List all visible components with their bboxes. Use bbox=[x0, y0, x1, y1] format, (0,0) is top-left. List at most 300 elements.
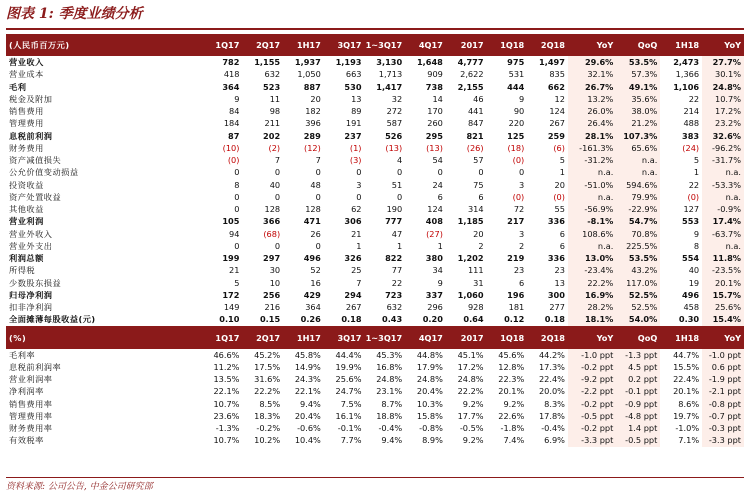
table-row bbox=[6, 277, 744, 289]
table-cell: 0 bbox=[234, 167, 240, 178]
quarterly-results-table bbox=[6, 34, 744, 447]
row-label: 毛利 bbox=[9, 81, 27, 92]
table-cell: -0.5 ppt bbox=[616, 434, 660, 446]
table-cell: 632 bbox=[386, 302, 403, 312]
table-cell: 14 bbox=[432, 93, 443, 104]
table-cell: -23.4% bbox=[568, 264, 616, 276]
column-header: 2017 bbox=[446, 34, 487, 56]
table-cell: 18.1% bbox=[568, 313, 616, 326]
table-cell: 52.5% bbox=[616, 289, 660, 301]
table-cell: 587 bbox=[386, 118, 403, 129]
table-cell: 0 bbox=[234, 204, 240, 214]
table-cell: 25 bbox=[351, 265, 362, 276]
table-cell: 22 bbox=[391, 277, 403, 288]
table-cell: 0 bbox=[396, 167, 403, 178]
table-cell: 18.3% bbox=[254, 410, 281, 421]
table-cell: 32 bbox=[391, 93, 403, 104]
table-cell: 3 bbox=[356, 179, 362, 190]
table-cell: -8.1% bbox=[568, 215, 616, 227]
row-label: 营业利润率 bbox=[9, 374, 53, 384]
table-cell: -63.7% bbox=[702, 228, 744, 240]
table-cell: 267 bbox=[549, 118, 565, 129]
table-cell: 0.43 bbox=[365, 313, 406, 326]
table-cell: 237 bbox=[344, 130, 362, 141]
table-cell: 1 bbox=[693, 167, 700, 178]
table-cell: 22.1% bbox=[294, 386, 321, 397]
table-row bbox=[6, 142, 744, 154]
table-cell: 20 bbox=[554, 179, 565, 190]
table-cell: 0 bbox=[274, 191, 281, 202]
table-cell: 256 bbox=[263, 289, 281, 300]
table-row bbox=[6, 166, 744, 178]
table-cell: 28.1% bbox=[568, 130, 616, 142]
column-header: 1Q17 bbox=[202, 34, 243, 56]
table-cell: (13) bbox=[385, 142, 403, 153]
table-cell: 13 bbox=[554, 277, 565, 288]
table-row bbox=[6, 130, 744, 142]
table-cell: -2.1 ppt bbox=[702, 385, 744, 397]
table-cell: (2) bbox=[268, 142, 281, 153]
table-cell: 28.2% bbox=[568, 301, 616, 313]
table-cell: 530 bbox=[344, 81, 362, 92]
table-cell: 314 bbox=[467, 204, 484, 214]
table-cell: -1.8% bbox=[500, 423, 525, 433]
table-cell: n.a. bbox=[702, 191, 744, 203]
table-cell: 8.7% bbox=[381, 398, 403, 409]
row-label: 管理费用率 bbox=[9, 410, 53, 421]
row-label: 扣非净利润 bbox=[9, 302, 53, 312]
table-cell: 199 bbox=[222, 253, 240, 263]
table-cell: (12) bbox=[304, 142, 321, 153]
table-cell: 220 bbox=[508, 118, 525, 129]
column-header: 1H17 bbox=[283, 326, 324, 349]
table-cell: 408 bbox=[425, 216, 443, 227]
table-cell: 21 bbox=[229, 265, 240, 276]
table-cell: 23.2% bbox=[702, 117, 744, 129]
table-cell: 87 bbox=[228, 130, 240, 141]
table-cell: 458 bbox=[683, 302, 700, 312]
footer-divider bbox=[6, 477, 744, 478]
table-cell: 3 bbox=[519, 179, 525, 190]
table-cell: 9.4% bbox=[381, 435, 403, 446]
table-cell: 21 bbox=[351, 228, 362, 239]
table-cell: 127 bbox=[683, 204, 700, 214]
column-header: 2Q17 bbox=[242, 34, 283, 56]
table-cell: 1 bbox=[356, 240, 362, 251]
table-cell: 20.1% bbox=[673, 386, 700, 397]
table-cell: 17.4% bbox=[702, 215, 744, 227]
table-cell: -0.4% bbox=[541, 423, 565, 433]
table-cell: 10 bbox=[269, 277, 281, 288]
table-cell: 8.5% bbox=[259, 398, 281, 409]
table-cell: 554 bbox=[682, 253, 700, 263]
table-cell: n.a. bbox=[616, 166, 660, 178]
table-row bbox=[6, 422, 744, 434]
table-cell: 12 bbox=[554, 93, 565, 104]
table-cell: 6 bbox=[559, 240, 565, 251]
table-cell: 124 bbox=[427, 204, 443, 214]
table-row bbox=[6, 385, 744, 397]
table-cell: 0.2 ppt bbox=[616, 373, 660, 385]
row-label: 少数股东损益 bbox=[9, 277, 62, 288]
table-cell: 24.8% bbox=[416, 374, 443, 384]
table-cell: 10.4% bbox=[294, 435, 321, 446]
table-cell: 18.8% bbox=[376, 410, 403, 421]
column-header: 1Q18 bbox=[487, 34, 528, 56]
table-cell: 10.7% bbox=[702, 93, 744, 105]
table-cell: 4 bbox=[396, 155, 403, 165]
column-header: QoQ bbox=[616, 326, 660, 349]
column-header: 3Q17 bbox=[324, 326, 365, 349]
table-cell: 79.9% bbox=[616, 191, 660, 203]
table-cell: 9.2% bbox=[503, 398, 525, 409]
table-cell: 594.6% bbox=[616, 179, 660, 191]
table-cell: -2.2 ppt bbox=[568, 385, 616, 397]
table-cell: 2,155 bbox=[457, 81, 484, 92]
table-cell: -1.3 ppt bbox=[616, 349, 660, 361]
table-cell: 9 bbox=[437, 277, 443, 288]
table-cell: 6 bbox=[559, 228, 565, 239]
table-cell: -0.9 ppt bbox=[616, 398, 660, 410]
table-cell: 40 bbox=[688, 265, 700, 276]
table-cell: 84 bbox=[229, 106, 240, 116]
table-cell: 289 bbox=[303, 130, 321, 141]
table-cell: 22.2% bbox=[568, 277, 616, 289]
table-cell: 20.4% bbox=[294, 410, 321, 421]
table-row bbox=[6, 68, 744, 80]
table-cell: 488 bbox=[683, 118, 700, 129]
table-cell: 20.1% bbox=[498, 386, 525, 397]
table-cell: -0.1 ppt bbox=[616, 385, 660, 397]
row-label: 销售费用 bbox=[9, 106, 44, 116]
table-cell: -31.7% bbox=[702, 154, 744, 166]
table-cell: n.a. bbox=[568, 191, 616, 203]
table-cell: 45.1% bbox=[457, 349, 484, 360]
table-cell: 16 bbox=[310, 277, 321, 288]
table-cell: 0.64 bbox=[446, 313, 487, 326]
table-cell: 294 bbox=[344, 289, 362, 300]
table-cell: 0 bbox=[315, 191, 321, 202]
table-cell: 364 bbox=[305, 302, 321, 312]
table-cell: 22.6% bbox=[498, 410, 525, 421]
column-header: 1Q18 bbox=[487, 326, 528, 349]
column-header: YoY bbox=[568, 34, 616, 56]
table-row bbox=[6, 105, 744, 117]
table-cell: 16.8% bbox=[376, 361, 403, 372]
table-cell: 19 bbox=[688, 277, 700, 288]
table-cell: 20 bbox=[473, 228, 484, 239]
table-cell: (1) bbox=[349, 142, 362, 153]
table-cell: 105 bbox=[222, 216, 240, 227]
table-cell: -0.7 ppt bbox=[702, 410, 744, 422]
table-cell: 0.6 ppt bbox=[702, 361, 744, 373]
table-cell: 77 bbox=[391, 265, 403, 276]
table-cell: 0.26 bbox=[283, 313, 324, 326]
table-row bbox=[6, 93, 744, 105]
table-cell: 31 bbox=[473, 277, 484, 288]
table-cell: 7.4% bbox=[503, 435, 525, 446]
table-cell: 75 bbox=[473, 179, 484, 190]
table-cell: 9 bbox=[519, 93, 525, 104]
table-cell: 107.3% bbox=[616, 130, 660, 142]
table-cell: 7.7% bbox=[340, 435, 362, 446]
table-cell: -4.8 ppt bbox=[616, 410, 660, 422]
table-cell: 172 bbox=[222, 289, 240, 300]
table-cell: 821 bbox=[466, 130, 484, 141]
column-header: YoY bbox=[568, 326, 616, 349]
table-cell: 34 bbox=[432, 265, 443, 276]
row-label: 归母净利润 bbox=[9, 289, 53, 300]
table-cell: 196 bbox=[507, 289, 525, 300]
table-cell: 124 bbox=[549, 106, 565, 116]
table-row bbox=[6, 117, 744, 129]
table-cell: 1,155 bbox=[254, 57, 281, 67]
table-cell: 170 bbox=[427, 106, 443, 116]
column-header: QoQ bbox=[616, 34, 660, 56]
column-header: 2017 bbox=[446, 326, 487, 349]
table-cell: 15.5% bbox=[673, 361, 700, 372]
table-cell: -0.2% bbox=[256, 423, 281, 433]
table-cell: (68) bbox=[263, 228, 281, 239]
table-cell: 17.8% bbox=[538, 410, 565, 421]
table-row bbox=[6, 215, 744, 227]
table-cell: 928 bbox=[467, 302, 484, 312]
table-cell: 128 bbox=[305, 204, 321, 214]
table-cell: 117.0% bbox=[616, 277, 660, 289]
table-cell: 214 bbox=[683, 106, 700, 116]
table-cell: 43.2% bbox=[616, 264, 660, 276]
table-cell: 835 bbox=[549, 69, 565, 80]
row-label: 营业成本 bbox=[9, 69, 44, 80]
table-cell: 23 bbox=[554, 265, 565, 276]
table-row bbox=[6, 361, 744, 373]
table-cell: -9.2 ppt bbox=[568, 373, 616, 385]
table-cell: 27.7% bbox=[702, 56, 744, 68]
table-cell: 25.6% bbox=[335, 374, 362, 384]
table-cell: 260 bbox=[427, 118, 443, 129]
table-cell: -0.2 ppt bbox=[568, 422, 616, 434]
table-cell: 777 bbox=[385, 216, 403, 227]
table-cell: 1.4 ppt bbox=[616, 422, 660, 434]
table-cell: 26.7% bbox=[568, 81, 616, 93]
table-cell: 90 bbox=[513, 106, 525, 116]
table-cell: 782 bbox=[222, 57, 240, 67]
table-cell: 17.9% bbox=[416, 361, 443, 372]
table-cell: 17.5% bbox=[254, 361, 281, 372]
table-cell: 57 bbox=[473, 155, 484, 165]
column-header: 2Q17 bbox=[242, 326, 283, 349]
row-label: 税金及附加 bbox=[9, 93, 53, 104]
row-label: 全面摊薄每股收益(元) bbox=[6, 313, 202, 326]
table-cell: 44.4% bbox=[335, 349, 362, 360]
table-cell: 51 bbox=[391, 179, 403, 190]
row-label: 有效税率 bbox=[9, 435, 44, 446]
table-cell: 17.3% bbox=[538, 361, 565, 372]
table-cell: 5 bbox=[559, 155, 565, 165]
table-cell: 7.1% bbox=[678, 435, 700, 446]
row-label: 营业外收入 bbox=[9, 228, 53, 239]
row-label: 财务费用率 bbox=[9, 423, 53, 433]
table-cell: 182 bbox=[305, 106, 321, 116]
table-cell: 847 bbox=[467, 118, 484, 129]
table-cell: 11.8% bbox=[702, 252, 744, 264]
table-cell: 24.8% bbox=[702, 81, 744, 93]
table-cell: n.a. bbox=[702, 166, 744, 178]
table-cell: n.a. bbox=[568, 240, 616, 252]
table-cell: 267 bbox=[345, 302, 362, 312]
table-cell: 1,050 bbox=[297, 69, 321, 80]
column-header: 3Q17 bbox=[324, 34, 365, 56]
table-cell: -3.3 ppt bbox=[702, 434, 744, 446]
table-cell: (6) bbox=[553, 142, 565, 153]
table-cell: 32.6% bbox=[702, 130, 744, 142]
table-cell: 632 bbox=[264, 69, 281, 80]
table-cell: -1.0 ppt bbox=[568, 349, 616, 361]
table-cell: 184 bbox=[223, 118, 240, 129]
table-cell: 149 bbox=[223, 302, 240, 312]
table-cell: 523 bbox=[263, 81, 281, 92]
table-cell: 1,937 bbox=[294, 57, 321, 67]
table-cell: 22.4% bbox=[538, 374, 565, 384]
table-cell: 53.5% bbox=[616, 56, 660, 68]
table-cell: (0) bbox=[512, 191, 525, 202]
table-cell: 738 bbox=[425, 81, 443, 92]
table-cell: 259 bbox=[547, 130, 565, 141]
table-cell: n.a. bbox=[568, 166, 616, 178]
table-cell: 471 bbox=[303, 216, 321, 227]
table-cell: -0.4% bbox=[378, 423, 403, 433]
table-cell: 662 bbox=[547, 81, 565, 92]
title-divider bbox=[6, 28, 744, 30]
table-cell: 44.8% bbox=[416, 349, 443, 360]
table-cell: 13.5% bbox=[213, 374, 240, 384]
row-label: 管理费用 bbox=[9, 118, 44, 129]
table-cell: 2,622 bbox=[460, 69, 484, 80]
table-row bbox=[6, 191, 744, 203]
table-row bbox=[6, 203, 744, 215]
table-cell: -0.6% bbox=[297, 423, 321, 433]
table-cell: -96.2% bbox=[702, 142, 744, 154]
table-cell: 336 bbox=[547, 253, 565, 263]
table-cell: 31.6% bbox=[254, 374, 281, 384]
table-cell: (0) bbox=[512, 155, 525, 165]
table-cell: 16.9% bbox=[568, 289, 616, 301]
table-cell: 19.9% bbox=[335, 361, 362, 372]
table-row bbox=[6, 154, 744, 166]
table-cell: 15.4% bbox=[702, 313, 744, 326]
table-cell: (0) bbox=[553, 191, 565, 202]
row-label: 所得税 bbox=[9, 265, 36, 276]
table-cell: 26.0% bbox=[568, 105, 616, 117]
table-cell: 46 bbox=[473, 93, 484, 104]
table-cell: 44.2% bbox=[538, 349, 565, 360]
table-cell: 29.6% bbox=[568, 56, 616, 68]
table-cell: 45.6% bbox=[498, 349, 525, 360]
table-cell: 55 bbox=[554, 204, 565, 214]
table-cell: n.a. bbox=[702, 240, 744, 252]
table-cell: 23.6% bbox=[213, 410, 240, 421]
table-cell: 190 bbox=[386, 204, 403, 214]
table-row bbox=[6, 410, 744, 422]
table-cell: 20.4% bbox=[416, 386, 443, 397]
table-cell: 32.1% bbox=[568, 68, 616, 80]
table-cell: 128 bbox=[264, 204, 281, 214]
row-label: 净利润率 bbox=[9, 386, 44, 397]
table-cell: 429 bbox=[303, 289, 321, 300]
table-cell: -51.0% bbox=[568, 179, 616, 191]
table-cell: 8.6% bbox=[678, 398, 700, 409]
table-cell: (13) bbox=[426, 142, 443, 153]
table-cell: 723 bbox=[385, 289, 403, 300]
table-cell: (26) bbox=[466, 142, 484, 153]
table-cell: 0 bbox=[356, 191, 362, 202]
table-cell: -0.8% bbox=[419, 423, 443, 433]
table-cell: 22 bbox=[688, 93, 700, 104]
table-cell: 6 bbox=[437, 191, 443, 202]
table-cell: 1,060 bbox=[457, 289, 484, 300]
table-cell: 4,777 bbox=[457, 57, 484, 67]
table-cell: 366 bbox=[263, 216, 281, 227]
table-cell: 1 bbox=[437, 240, 443, 251]
column-header: 1H17 bbox=[283, 34, 324, 56]
column-header: 1~3Q17 bbox=[365, 326, 406, 349]
table-cell: -0.5 ppt bbox=[568, 410, 616, 422]
table-cell: 72 bbox=[513, 204, 525, 214]
table-cell: 30.1% bbox=[702, 68, 744, 80]
table-cell: 1 bbox=[559, 167, 565, 178]
row-label: 资产减值损失 bbox=[9, 155, 62, 165]
table-cell: 22.2% bbox=[254, 386, 281, 397]
table-cell: 887 bbox=[303, 81, 321, 92]
table-cell: -0.3 ppt bbox=[702, 422, 744, 434]
table-cell: (3) bbox=[349, 155, 362, 165]
table-cell: 6 bbox=[478, 191, 484, 202]
table-cell: 202 bbox=[263, 130, 281, 141]
table-cell: 2 bbox=[478, 240, 484, 251]
table-cell: 94 bbox=[229, 228, 240, 239]
table-cell: 8 bbox=[693, 240, 700, 251]
table-row bbox=[6, 252, 744, 264]
table-cell: 23 bbox=[513, 265, 525, 276]
table-row bbox=[6, 56, 744, 68]
table-row bbox=[6, 349, 744, 361]
table-cell: 909 bbox=[427, 69, 443, 80]
table-cell: (24) bbox=[682, 142, 700, 153]
table-cell: 22 bbox=[688, 179, 700, 190]
table-cell: (27) bbox=[426, 228, 443, 239]
table-cell: 10.7% bbox=[213, 398, 240, 409]
table-cell: 46.6% bbox=[213, 349, 240, 360]
table-cell: 62 bbox=[351, 204, 362, 214]
table-cell: 441 bbox=[467, 106, 484, 116]
table-cell: -0.8 ppt bbox=[702, 398, 744, 410]
table-cell: 48 bbox=[310, 179, 321, 190]
table-cell: 15.8% bbox=[416, 410, 443, 421]
table-cell: 300 bbox=[547, 289, 565, 300]
table-cell: 225.5% bbox=[616, 240, 660, 252]
table-cell: -0.9% bbox=[702, 203, 744, 215]
table-cell: 8.9% bbox=[422, 435, 443, 446]
table-cell: 0 bbox=[478, 167, 484, 178]
table-cell: 35.6% bbox=[616, 93, 660, 105]
table-cell: 10.2% bbox=[254, 435, 281, 446]
table-cell: 526 bbox=[385, 130, 403, 141]
table-cell: 11 bbox=[269, 93, 281, 104]
table-cell: 0 bbox=[315, 240, 321, 251]
table-cell: 23.1% bbox=[376, 386, 403, 397]
table-row bbox=[6, 240, 744, 252]
table-cell: 0.18 bbox=[324, 313, 365, 326]
